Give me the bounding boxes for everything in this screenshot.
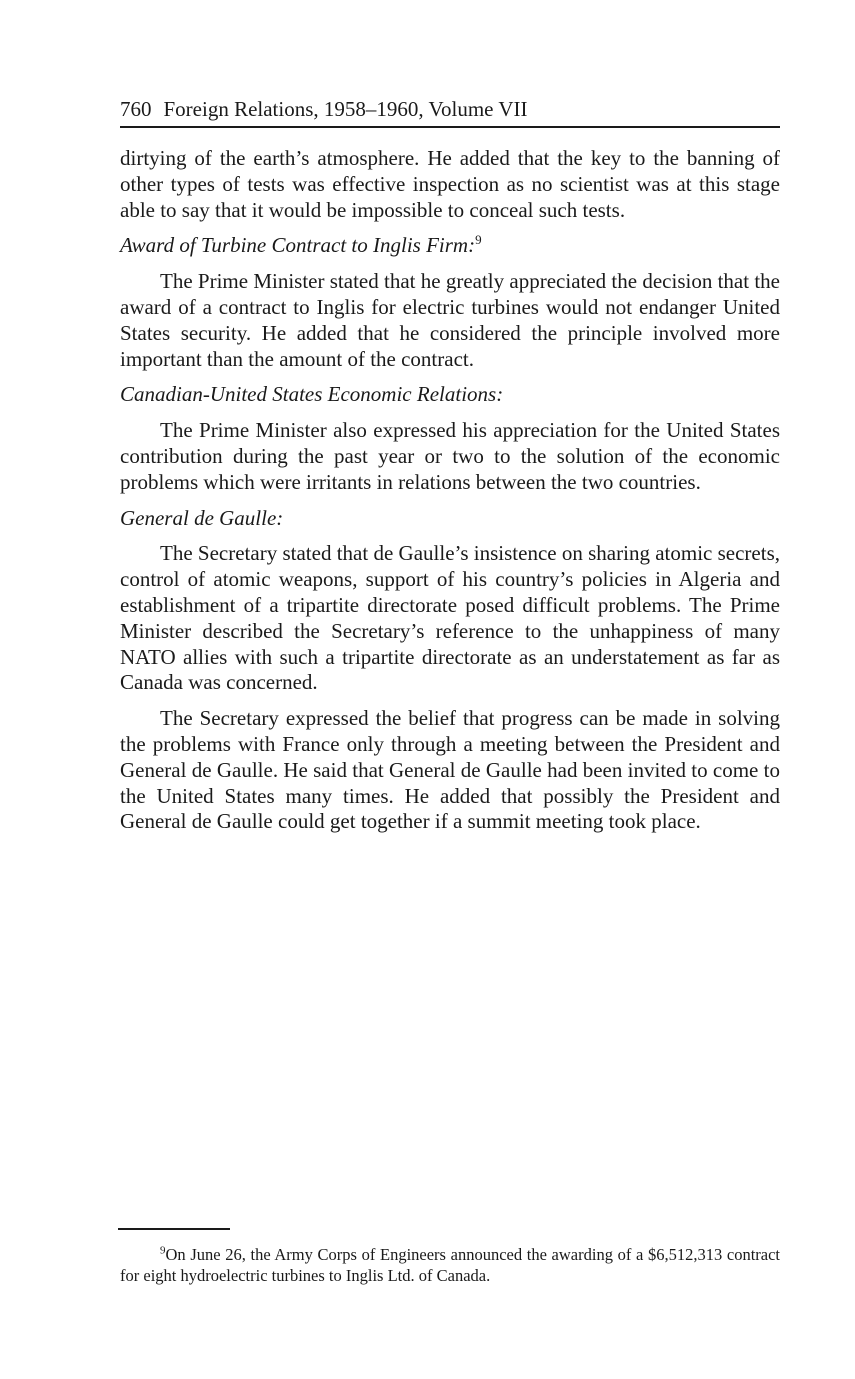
running-title: Foreign Relations, 1958–1960, Volume VII: [163, 97, 528, 121]
footnote-divider: [118, 1228, 230, 1230]
footnote-body: [120, 1244, 780, 1286]
footnote-reference: 9: [475, 232, 482, 248]
footnote-number: 9: [160, 1244, 166, 1257]
paragraph-economic: The Prime Minister also expressed his appreciation for the United States contribution during the past year or two to the solution of the economic problems which were irritants in relations between the two countries.: [120, 418, 780, 494]
body-text: [120, 146, 780, 845]
section-heading-turbine: [120, 233, 780, 259]
section-heading-economic: Canadian-United States Economic Relations:: [120, 382, 504, 407]
page-number: 760: [120, 97, 152, 121]
section-heading-turbine-text: Award of Turbine Contract to Inglis Firm:: [120, 233, 476, 258]
paragraph-continued: dirtying of the earth’s atmosphere. He added that the key to the banning of other types of tests was effective inspection as no scientist was at this stage able to say that it would be impossible to conceal such tests.: [120, 146, 780, 222]
footnote: [120, 1244, 780, 1286]
footnote-text: On June 26, the Army Corps of Engineers announced the awarding of a $6,512,313 contract for eight hydroelectric turbines to Inglis Ltd. of Canada.: [120, 1245, 780, 1285]
paragraph-turbine: The Prime Minister stated that he greatly appreciated the decision that the award of a contract to Inglis for electric turbines would not endanger United States security. He added that he considered the principle involved more important than the amount of the contract.: [120, 269, 780, 371]
section-heading-de-gaulle: General de Gaulle:: [120, 505, 284, 530]
running-header: [120, 96, 780, 128]
paragraph-de-gaulle-1: The Secretary stated that de Gaulle’s insistence on sharing atomic secrets, control of atomic weapons, support of his country’s policies in Algeria and establishment of a tripartite directorate posed difficult problems. The Prime Minister described the Secretary’s reference to the unhappiness of many NATO allies with such a tripartite directorate as an understatement as far as Canada was concerned.: [120, 541, 780, 695]
paragraph-de-gaulle-2: The Secretary expressed the belief that progress can be made in solving the problems with France only through a meeting between the President and General de Gaulle. He said that General de Gaulle had been invited to come to the United States many times. He added that possibly the President and General de Gaulle could get together if a summit meeting took place.: [120, 706, 780, 834]
